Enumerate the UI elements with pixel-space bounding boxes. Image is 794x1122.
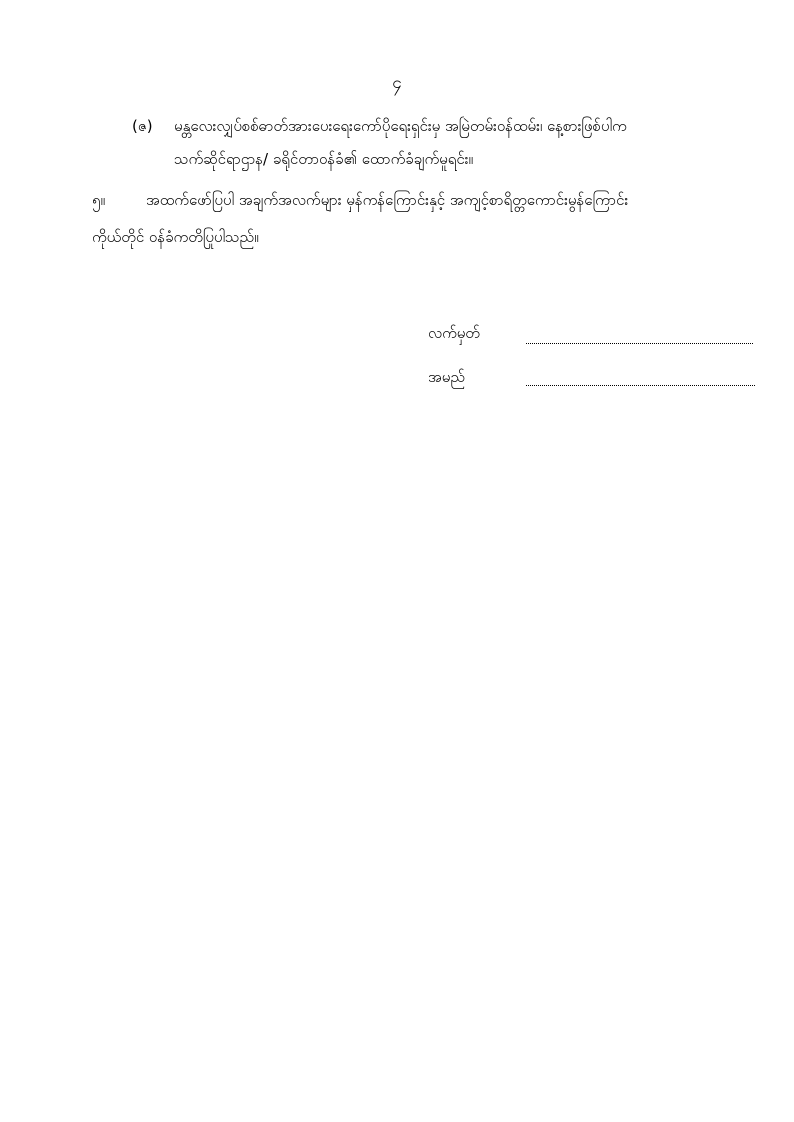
- item-marker: (ဇ): [132, 117, 153, 135]
- signature-label: လက်မှတ်: [428, 324, 480, 342]
- signature-line: [526, 343, 753, 344]
- name-line: [526, 385, 755, 386]
- name-label: အမည်: [428, 368, 465, 386]
- paragraph-text-line-2: ကိုယ်တိုင် ဝန်ခံကတိပြုပါသည်။: [92, 228, 259, 246]
- item-text-line-2: သက်ဆိုင်ရာဌာန/ ခရိုင်တာဝန်ခံ၏ ထောက်ခံချက်မူရင်း။: [174, 150, 474, 168]
- paragraph-number: ၅။: [92, 191, 105, 209]
- page-number: ၄: [392, 73, 402, 93]
- item-text-line-1: မန္တလေးလျှပ်စစ်ဓာတ်အားပေးရေးကော်ပိုရေးရှင်းမှ အမြဲတမ်းဝန်ထမ်း၊ နေ့စားဖြစ်ပါက: [174, 117, 627, 135]
- paragraph-text-line-1: အထက်ဖော်ပြပါ အချက်အလက်များ မှန်ကန်ကြောင်းနှင့် အကျင့်စာရိတ္တကောင်းမွန်ကြောင်း: [146, 191, 629, 209]
